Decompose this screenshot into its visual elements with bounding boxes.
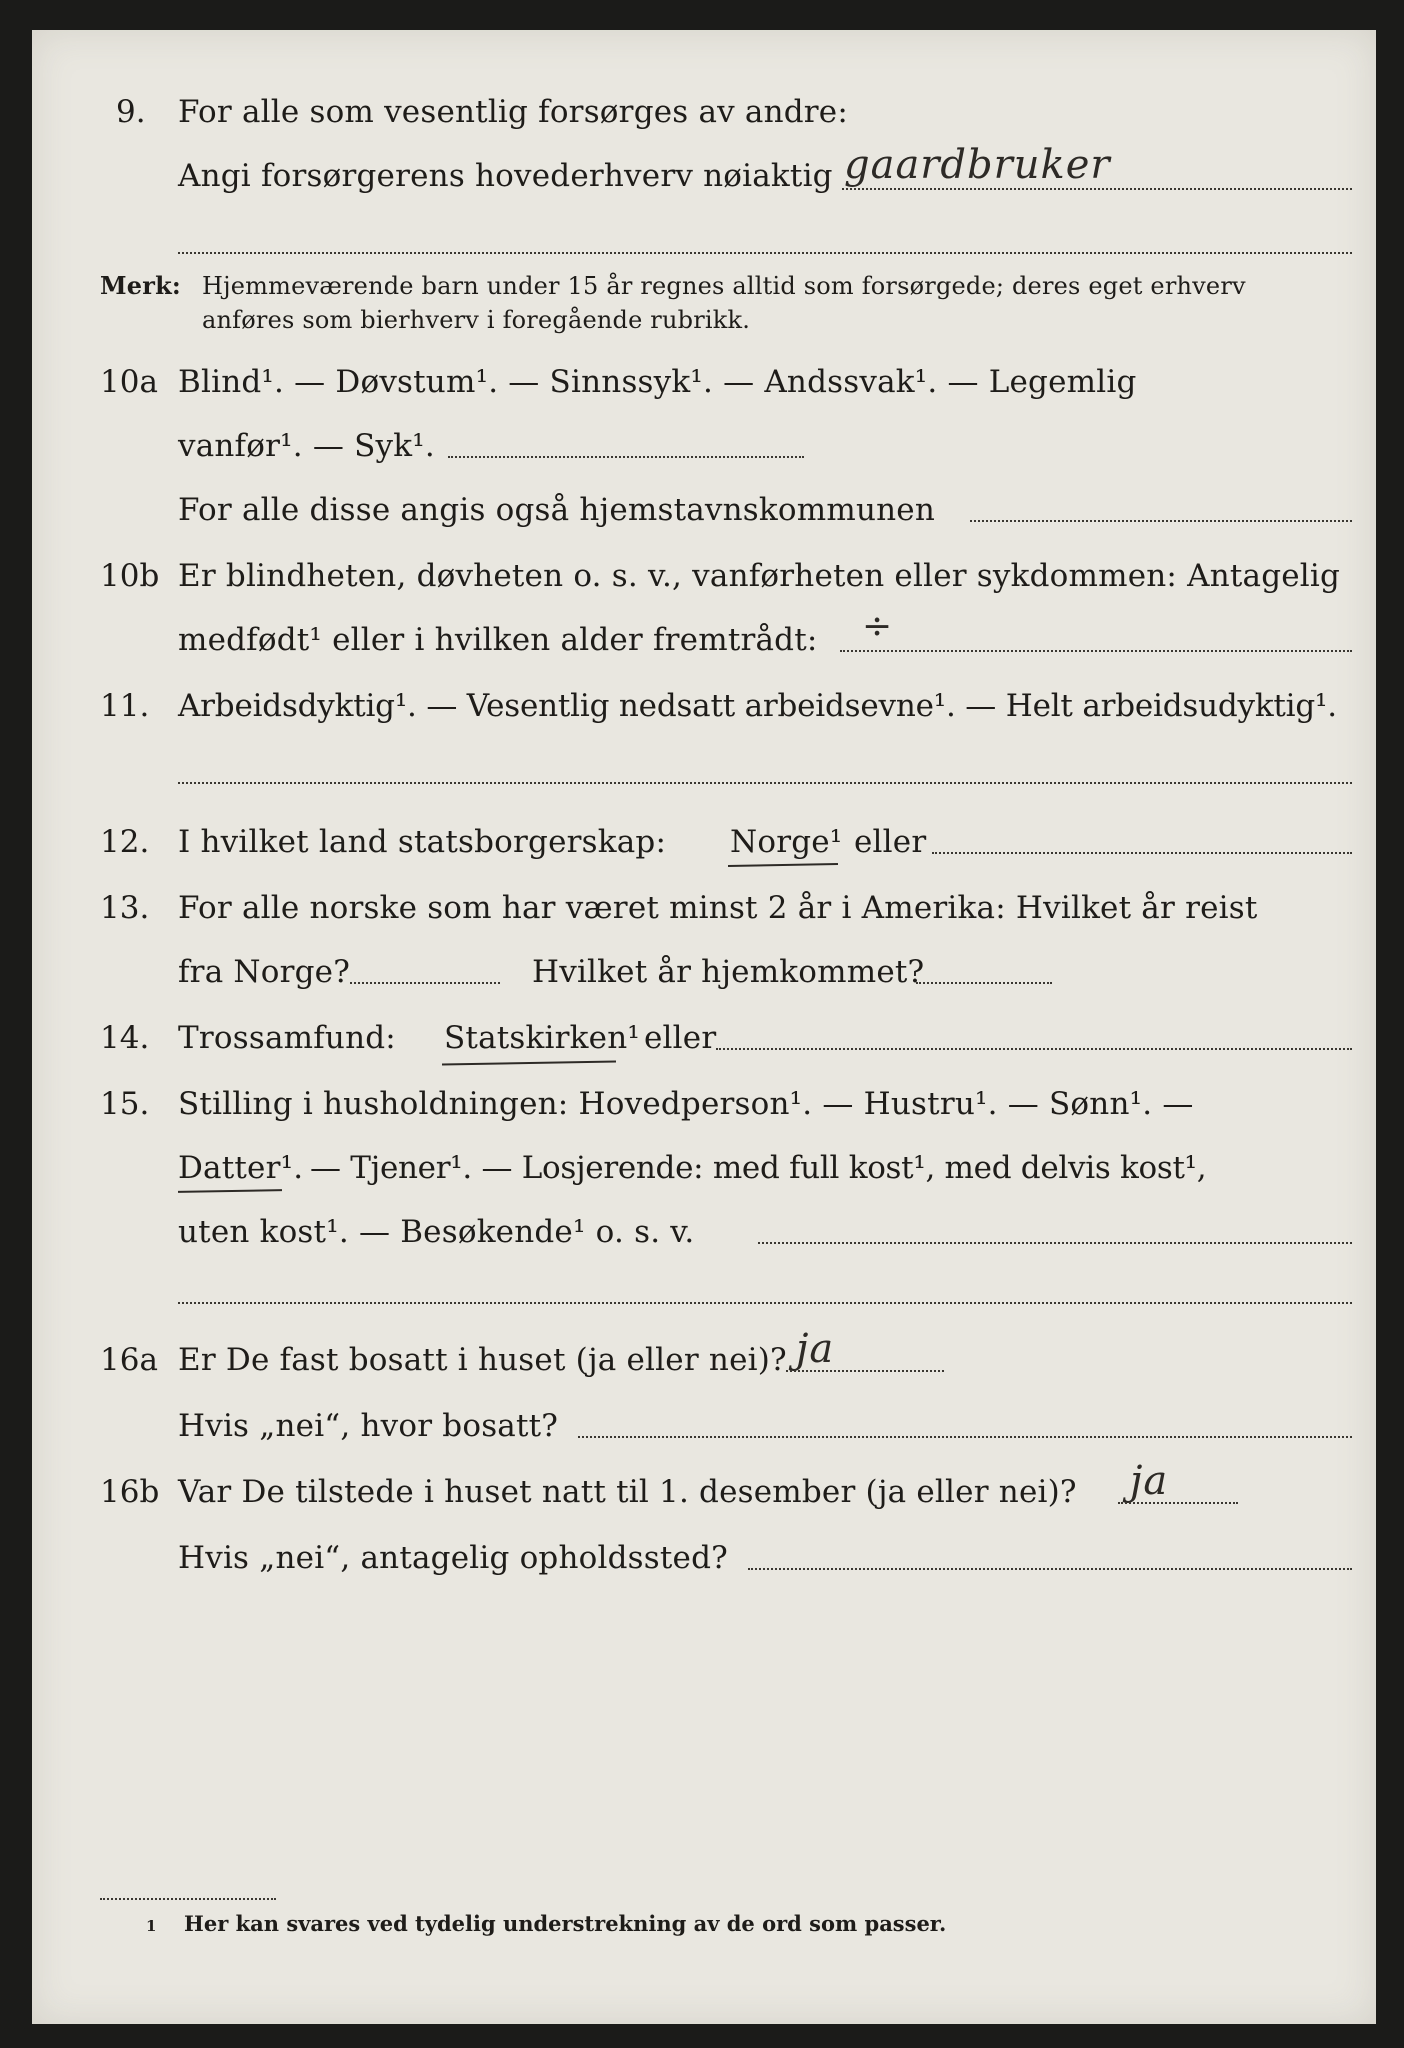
q16b-handwritten-answer: ja [1130, 1458, 1169, 1504]
q15-number: 15. [100, 1086, 150, 1122]
q10a-syk-line [448, 456, 804, 458]
q15-line3: uten kost¹. — Besøkende¹ o. s. v. [178, 1214, 695, 1250]
q16a-number: 16a [100, 1342, 158, 1378]
q10b-number: 10b [100, 558, 160, 594]
q9-extra-line [178, 252, 1352, 254]
q14-text-c: eller [644, 1020, 717, 1056]
q9-line1: For alle som vesentlig forsørges av andre: [178, 94, 848, 130]
q12-norge-underline [728, 863, 838, 867]
footnote-text: Her kan svares ved tydelig understrekning av de ord som passer. [184, 1911, 947, 1936]
q14-answer-line [716, 1048, 1352, 1050]
q13-hjemkommet-line [916, 982, 1052, 984]
q12-norge: Norge¹ [730, 824, 843, 860]
q12-number: 12. [100, 824, 150, 860]
q15-extra-line [178, 1302, 1352, 1304]
merk-label: Merk: [100, 271, 181, 300]
q16b-answer-line [1118, 1502, 1238, 1504]
q12-text-a: I hvilket land statsborgerskap: [178, 824, 667, 860]
q16a-bosatt-line [578, 1436, 1352, 1438]
q15-datter-underline [178, 1189, 282, 1193]
q14-text-a: Trossamfund: [178, 1020, 396, 1056]
footnote-rule [100, 1898, 276, 1900]
q16b-opholdssted-line [748, 1568, 1352, 1570]
q13-line2b: Hvilket år hjemkommet? [532, 954, 925, 990]
q9-line2: Angi forsørgerens hovederhverv nøiaktig [178, 158, 833, 194]
q10a-kommune-line [970, 520, 1352, 522]
q15-line2b: — Tjener¹. — Losjerende: med full kost¹, med delvis kost¹, [310, 1150, 1207, 1186]
q11-extra-line [178, 782, 1352, 784]
q10a-number: 10a [100, 364, 158, 400]
q15-answer-line [758, 1242, 1352, 1244]
q16b-number: 16b [100, 1474, 160, 1510]
q15-datter: Datter¹. [178, 1150, 304, 1186]
q9-number: 9. [116, 94, 146, 130]
q10b-line1: Er blindheten, døvheten o. s. v., vanførheten eller sykdommen: Antagelig [178, 558, 1341, 594]
q10a-line3: For alle disse angis også hjemstavnskommunen [178, 492, 935, 528]
q10a-line2: vanfør¹. — Syk¹. [178, 428, 435, 464]
merk-line1: Hjemmeværende barn under 15 år regnes alltid som forsørgede; deres eget erhverv [202, 272, 1246, 300]
q16a-handwritten-answer: ja [796, 1326, 835, 1372]
q13-line2a: fra Norge? [178, 954, 351, 990]
q11-number: 11. [100, 688, 150, 724]
merk-line2: anføres som bierhverv i foregående rubrikk. [202, 306, 751, 334]
q14-statskirken: Statskirken¹ [444, 1020, 640, 1056]
q15-line1: Stilling i husholdningen: Hovedperson¹. — Hustru¹. — Sønn¹. — [178, 1086, 1194, 1122]
q9-handwritten-answer: gaardbruker [844, 142, 1111, 188]
q16b-line2: Hvis „nei“, antagelig opholdssted? [178, 1540, 728, 1576]
q10b-answer-line [840, 650, 1352, 652]
q16a-line2: Hvis „nei“, hvor bosatt? [178, 1408, 559, 1444]
q11-line1: Arbeidsdyktig¹. — Vesentlig nedsatt arbeidsevne¹. — Helt arbeidsudyktig¹. [178, 688, 1337, 724]
q12-text-c: eller [854, 824, 927, 860]
q13-line1: For alle norske som har været minst 2 år i Amerika: Hvilket år reist [178, 890, 1258, 926]
q12-answer-line [932, 852, 1352, 854]
q14-number: 14. [100, 1020, 150, 1056]
q9-answer-line [842, 188, 1352, 190]
q10b-line2: medfødt¹ eller i hvilken alder fremtrådt: [178, 622, 818, 658]
q10a-line1: Blind¹. — Døvstum¹. — Sinnssyk¹. — Andssvak¹. — Legemlig [178, 364, 1137, 400]
q16a-line1: Er De fast bosatt i huset (ja eller nei)? [178, 1342, 787, 1378]
census-form-page [32, 30, 1376, 2024]
q13-number: 13. [100, 890, 150, 926]
q10b-handwritten-answer: ÷ [862, 606, 894, 647]
q14-statskirken-underline [442, 1060, 616, 1065]
footnote-mark: 1 [146, 1917, 157, 1935]
q13-reist-line [350, 982, 500, 984]
q16b-line1: Var De tilstede i huset natt til 1. desember (ja eller nei)? [178, 1474, 1077, 1510]
q16a-answer-line [786, 1370, 944, 1372]
